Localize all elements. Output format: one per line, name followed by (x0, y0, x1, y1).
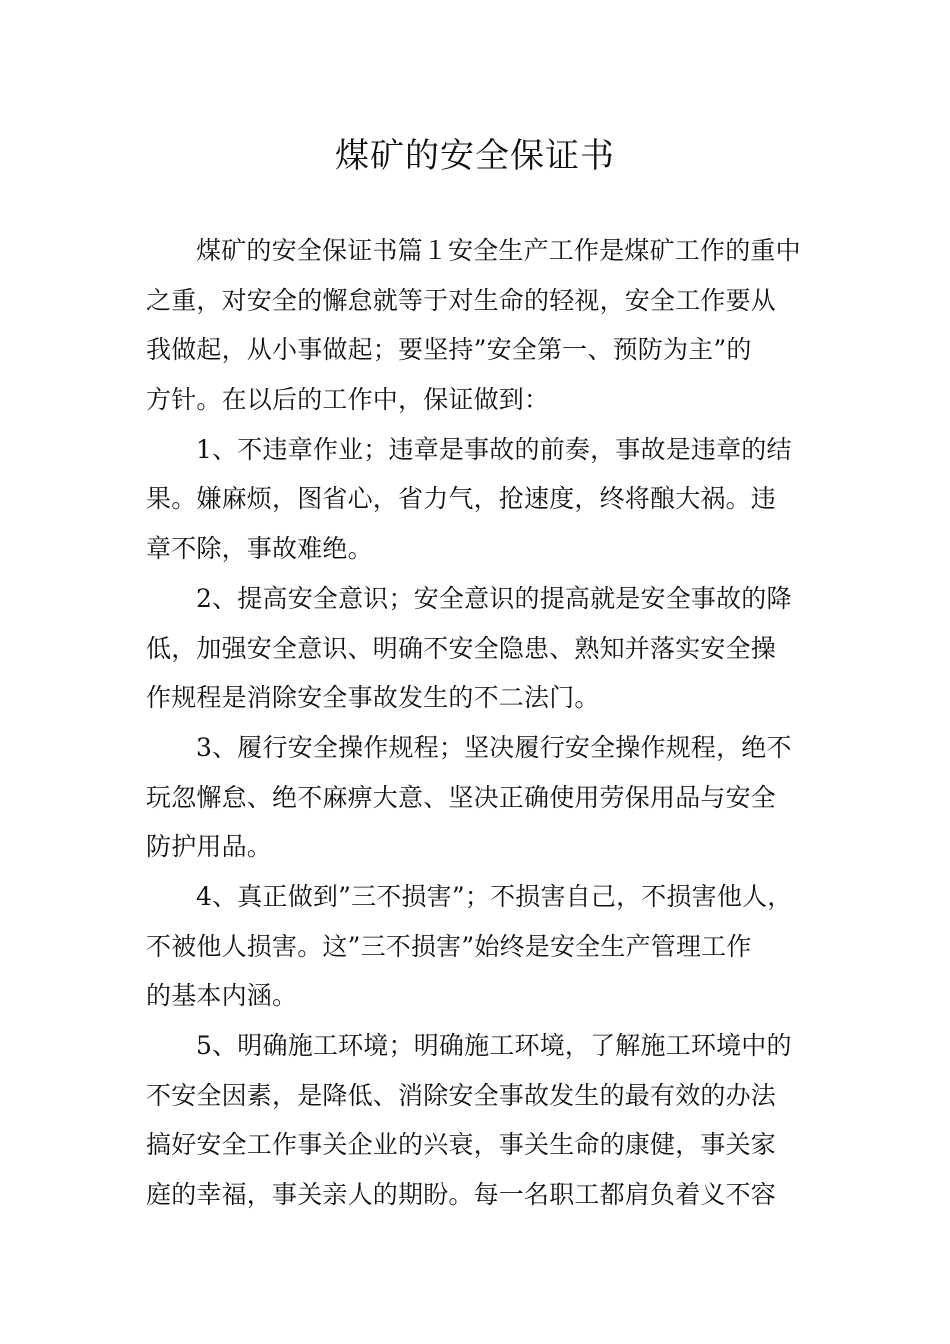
paragraph-line: 不被他人损害。这”三不损害”始终是安全生产管理工作 (146, 931, 752, 961)
paragraph-line: 果。嫌麻烦，图省心，省力气，抢速度，终将酿大祸。违 (146, 484, 777, 514)
paragraph-first-line: 1、不违章作业；违章是事故的前奏，事故是违章的结 (196, 434, 792, 464)
paragraph-line: 庭的幸福，事关亲人的期盼。每一名职工都肩负着义不容 (146, 1180, 777, 1210)
paragraph-line: 的基本内涵。 (146, 981, 298, 1011)
paragraph-line: 方针。在以后的工作中，保证做到： (146, 385, 550, 415)
paragraph-line: 搞好安全工作事关企业的兴衰，事关生命的康健，事关家 (146, 1130, 777, 1160)
paragraph-first-line: 2、提高安全意识；安全意识的提高就是安全事故的降 (196, 583, 792, 613)
paragraph-line: 作规程是消除安全事故发生的不二法门。 (146, 683, 600, 713)
paragraph-line: 不安全因素，是降低、消除安全事故发生的最有效的办法 (146, 1080, 777, 1110)
paragraph-line: 低，加强安全意识、明确不安全隐患、熟知并落实安全操 (146, 633, 777, 663)
paragraph-first-line: 煤矿的安全保证书篇１安全生产工作是煤矿工作的重中 (196, 236, 801, 265)
paragraph-first-line: 4、真正做到”三不损害”；不损害自己，不损害他人， (196, 881, 793, 911)
paragraph-first-line: 3、履行安全操作规程；坚决履行安全操作规程，绝不 (196, 732, 792, 762)
paragraph-line: 玩忽懈怠、绝不麻痹大意、坚决正确使用劳保用品与安全 (146, 782, 777, 812)
paragraph-line: 我做起，从小事做起；要坚持”安全第一、预防为主”的 (146, 335, 752, 365)
paragraph-line: 防护用品。 (146, 832, 273, 862)
document-body (146, 226, 810, 1220)
paragraph-line: 之重，对安全的懈怠就等于对生命的轻视，安全工作要从 (146, 285, 777, 315)
paragraph-line: 章不除，事故难绝。 (146, 534, 373, 564)
paragraph-first-line: 5、明确施工环境；明确施工环境，了解施工环境中的 (196, 1031, 792, 1060)
document-title: 煤矿的安全保证书 (335, 136, 615, 176)
